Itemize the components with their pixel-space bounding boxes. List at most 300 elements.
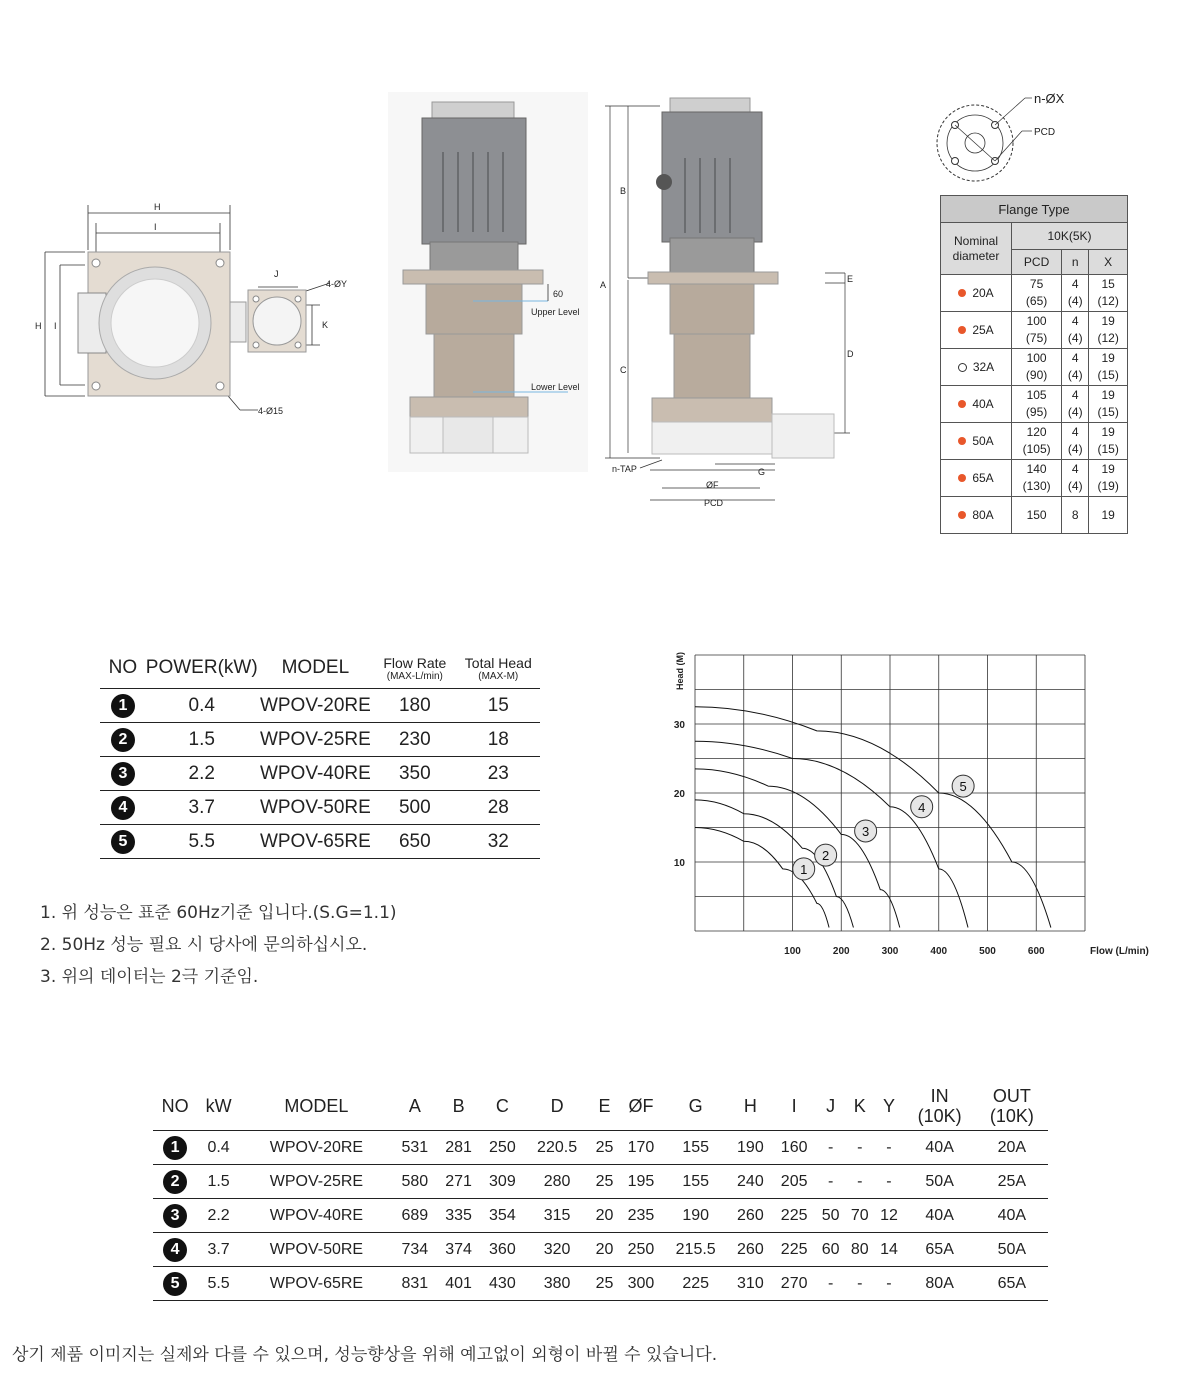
- dim-col-header: [845, 1082, 874, 1131]
- dim-cell: 215.5: [663, 1233, 729, 1267]
- dim-label-ntap: n-TAP: [612, 464, 637, 474]
- flange-row: [941, 423, 1128, 460]
- flange-x-value: 19: [1101, 462, 1115, 476]
- perf-model-cell: WPOV-40RE: [258, 757, 373, 791]
- dim-cell: 380: [524, 1267, 590, 1301]
- flange-x-value: 19: [1101, 425, 1115, 439]
- perf-col-no: NO: [100, 648, 146, 689]
- flange-label-nx: n-ØX: [1034, 91, 1065, 106]
- perf-head-cell: 23: [457, 757, 540, 791]
- flange-x-value: 19: [1101, 351, 1115, 365]
- dim-cell: -: [816, 1165, 845, 1199]
- number-badge: 5: [163, 1272, 187, 1296]
- perf-model-cell: WPOV-50RE: [258, 791, 373, 825]
- flange-pcd-cell: [1012, 312, 1062, 349]
- flange-pcd-value-5k: (75): [1025, 331, 1048, 345]
- flange-n-value-5k: (4): [1067, 331, 1083, 345]
- perf-power-cell: 5.5: [146, 825, 258, 859]
- dim-col-header-line: kW: [205, 1095, 232, 1116]
- perf-col-model: MODEL: [258, 648, 373, 689]
- flange-n-value-5k: (4): [1067, 479, 1083, 493]
- dim-label-h-vert: H: [35, 321, 42, 331]
- flange-x-value-5k: (19): [1097, 479, 1119, 493]
- side-view-drawing: [600, 98, 870, 518]
- flange-x-cell: [1089, 275, 1128, 312]
- dim-cell: -: [845, 1165, 874, 1199]
- front-view-drawing: [388, 92, 588, 472]
- flange-x-cell: [1089, 497, 1128, 534]
- dim-col-header-line: ØF: [628, 1095, 654, 1116]
- flange-n-value: 4: [1071, 388, 1079, 402]
- dim-label-i-vert: I: [54, 321, 57, 331]
- perf-power-cell: 0.4: [146, 689, 258, 723]
- perf-no-cell: [100, 723, 146, 757]
- dim-cell: 580: [393, 1165, 437, 1199]
- flange-pcd-value: 100: [1026, 351, 1047, 365]
- x-axis-label: Flow (L/min): [1090, 946, 1149, 957]
- dim-label-60: 60: [553, 289, 564, 299]
- dim-col-header-line: (10K): [989, 1106, 1034, 1126]
- dim-cell: 5.5: [197, 1267, 240, 1301]
- dim-cell: 195: [619, 1165, 663, 1199]
- flange-pcd-value: 150: [1026, 507, 1047, 522]
- dim-label-d: D: [847, 349, 854, 359]
- dim-cell: -: [874, 1267, 903, 1301]
- flange-row: [941, 275, 1128, 312]
- flange-x-value: 19: [1101, 507, 1115, 522]
- flange-size-label: 65A: [972, 470, 994, 485]
- filled-dot-icon: [958, 326, 966, 334]
- flange-pcd-cell: [1012, 460, 1062, 497]
- dim-col-header-line: OUT: [992, 1086, 1031, 1106]
- dim-cell: 160: [772, 1131, 816, 1165]
- dim-cell: 225: [772, 1199, 816, 1233]
- dim-cell: 309: [480, 1165, 524, 1199]
- flange-x-value-5k: (15): [1097, 368, 1119, 382]
- dim-cell: 734: [393, 1233, 437, 1267]
- flange-table-title: Flange Type: [941, 196, 1128, 223]
- flange-col-nominal: Nominal diameter: [941, 223, 1012, 275]
- perf-head-cell: 32: [457, 825, 540, 859]
- curve-label-2: 2: [822, 848, 830, 864]
- dim-col-header-line: K: [853, 1095, 866, 1116]
- number-badge: 2: [111, 728, 135, 752]
- dim-col-header: [619, 1082, 663, 1131]
- dim-cell: 310: [729, 1267, 773, 1301]
- flange-n-value: 4: [1071, 277, 1079, 291]
- note-item: 3. 위의 데이터는 2극 기준임.: [40, 967, 259, 987]
- dim-cell: 225: [772, 1233, 816, 1267]
- number-badge: 1: [111, 694, 135, 718]
- dim-cell: [153, 1199, 197, 1233]
- dim-row: [153, 1267, 1048, 1301]
- flange-row: [941, 312, 1128, 349]
- dim-label-k: K: [322, 320, 329, 330]
- perf-model-cell: WPOV-65RE: [258, 825, 373, 859]
- dim-cell: 354: [480, 1199, 524, 1233]
- dim-cell: [153, 1267, 197, 1301]
- dim-col-header-line: J: [826, 1095, 836, 1116]
- dim-col-header-line: NO: [161, 1095, 189, 1116]
- dim-label-pcd: PCD: [704, 498, 724, 508]
- flange-size-label: 20A: [972, 285, 994, 300]
- perf-no-cell: [100, 757, 146, 791]
- flange-size-cell: [941, 349, 1012, 386]
- dimensions-table: [153, 1082, 1048, 1301]
- notes-list: [40, 897, 397, 993]
- flange-size-label: 32A: [972, 359, 995, 374]
- x-tick-label: 100: [784, 946, 801, 957]
- dim-col-header: [976, 1082, 1048, 1131]
- flange-pcd-value-5k: (90): [1025, 368, 1048, 382]
- dim-col-header: [393, 1082, 437, 1131]
- dim-cell: 250: [619, 1233, 663, 1267]
- filled-dot-icon: [958, 289, 966, 297]
- flange-n-cell: [1062, 349, 1089, 386]
- dim-cell: 190: [729, 1131, 773, 1165]
- lower-level-label: Lower Level: [531, 382, 580, 392]
- performance-table: [100, 648, 540, 859]
- dim-cell: WPOV-65RE: [240, 1267, 393, 1301]
- dim-cell: WPOV-40RE: [240, 1199, 393, 1233]
- disclaimer-text: 상기 제품 이미지는 실제와 다를 수 있으며, 성능향상을 위해 예고없이 외형이 바뀔 수 있습니다.: [12, 1345, 718, 1365]
- perf-flow-cell: 230: [373, 723, 456, 757]
- dim-row: [153, 1131, 1048, 1165]
- curve-series-5: [695, 707, 1051, 928]
- flange-size-label: 50A: [972, 433, 994, 448]
- perf-row: [100, 791, 540, 825]
- dim-col-header-line: Y: [882, 1095, 895, 1116]
- dim-cell: -: [845, 1267, 874, 1301]
- dim-cell: -: [816, 1267, 845, 1301]
- upper-level-label: Upper Level: [531, 307, 580, 317]
- flange-size-cell: [941, 423, 1012, 460]
- y-tick-label: 30: [673, 720, 685, 731]
- flange-pcd-value: 105: [1026, 388, 1047, 402]
- dim-cell: [153, 1233, 197, 1267]
- dim-cell: 14: [874, 1233, 903, 1267]
- y-tick-label: 20: [673, 789, 685, 800]
- flange-pcd-value: 100: [1026, 314, 1047, 328]
- flange-pcd-value: 140: [1026, 462, 1047, 476]
- perf-col-head: Total Head (MAX-M): [457, 648, 540, 689]
- dim-cell: 65A: [904, 1233, 976, 1267]
- flange-size-cell: [941, 275, 1012, 312]
- dim-label-h: H: [154, 202, 161, 212]
- flange-pcd-value-5k: (95): [1025, 405, 1048, 419]
- dim-cell: 260: [729, 1233, 773, 1267]
- dim-row: [153, 1165, 1048, 1199]
- perf-row: [100, 689, 540, 723]
- dim-cell: 20: [590, 1233, 619, 1267]
- dim-cell: 65A: [976, 1267, 1048, 1301]
- flange-n-value: 8: [1071, 507, 1079, 522]
- dim-col-header-line: MODEL: [284, 1095, 349, 1116]
- perf-flow-cell: 650: [373, 825, 456, 859]
- dim-cell: 25: [590, 1165, 619, 1199]
- curve-label-1: 1: [800, 861, 808, 877]
- flange-x-cell: [1089, 423, 1128, 460]
- dim-cell: 360: [480, 1233, 524, 1267]
- dim-col-header-line: IN: [930, 1086, 949, 1106]
- flange-x-value: 19: [1101, 388, 1115, 402]
- dim-cell: 374: [437, 1233, 481, 1267]
- dim-cell: [153, 1165, 197, 1199]
- number-badge: 3: [163, 1204, 187, 1228]
- dim-label-of: ØF: [706, 480, 719, 490]
- number-badge: 1: [163, 1136, 187, 1160]
- dim-col-header-line: H: [743, 1095, 757, 1116]
- flange-col-n: n: [1062, 250, 1089, 275]
- dim-cell: 401: [437, 1267, 481, 1301]
- flange-x-value-5k: (12): [1097, 331, 1119, 345]
- y-axis-label: Head (M): [675, 652, 685, 690]
- dim-col-header: [729, 1082, 773, 1131]
- top-view-drawing: [30, 195, 370, 435]
- dim-col-header: [874, 1082, 903, 1131]
- flange-size-cell: [941, 312, 1012, 349]
- x-tick-label: 300: [881, 946, 899, 957]
- dim-cell: 25A: [976, 1165, 1048, 1199]
- dim-col-header: [480, 1082, 524, 1131]
- dim-cell: 40A: [976, 1199, 1048, 1233]
- perf-head-cell: 18: [457, 723, 540, 757]
- flange-n-cell: [1062, 460, 1089, 497]
- dim-label-a: A: [600, 280, 607, 290]
- dim-col-header: [524, 1082, 590, 1131]
- perf-row: [100, 757, 540, 791]
- flange-n-value-5k: (4): [1067, 442, 1083, 456]
- flange-pcd-cell: [1012, 423, 1062, 460]
- dim-cell: 50A: [976, 1233, 1048, 1267]
- curve-label-5: 5: [959, 779, 967, 795]
- perf-no-cell: [100, 825, 146, 859]
- perf-col-power: POWER(kW): [146, 648, 258, 689]
- perf-flow-cell: 500: [373, 791, 456, 825]
- dim-cell: 3.7: [197, 1233, 240, 1267]
- dim-cell: 205: [772, 1165, 816, 1199]
- flange-pcd-cell: [1012, 349, 1062, 386]
- dim-cell: 320: [524, 1233, 590, 1267]
- dim-row: [153, 1199, 1048, 1233]
- dim-cell: 430: [480, 1267, 524, 1301]
- dim-cell: WPOV-50RE: [240, 1233, 393, 1267]
- dim-cell: 40A: [904, 1199, 976, 1233]
- flange-n-value: 4: [1071, 462, 1079, 476]
- flange-col-group: 10K(5K): [1012, 223, 1128, 250]
- y-tick-label: 10: [673, 858, 685, 869]
- dim-cell: 235: [619, 1199, 663, 1233]
- dim-cell: WPOV-25RE: [240, 1165, 393, 1199]
- dim-cell: -: [816, 1131, 845, 1165]
- dim-cell: 12: [874, 1199, 903, 1233]
- x-tick-label: 400: [930, 946, 948, 957]
- flange-n-cell: [1062, 312, 1089, 349]
- dim-cell: 20A: [976, 1131, 1048, 1165]
- note-item: 2. 50Hz 성능 필요 시 당사에 문의하십시오.: [40, 935, 368, 955]
- perf-head-cell: 15: [457, 689, 540, 723]
- dim-cell: 170: [619, 1131, 663, 1165]
- dim-cell: -: [845, 1131, 874, 1165]
- perf-row: [100, 723, 540, 757]
- dim-label-b: B: [620, 186, 627, 196]
- flange-pcd-value: 120: [1026, 425, 1047, 439]
- number-badge: 3: [111, 762, 135, 786]
- perf-no-cell: [100, 689, 146, 723]
- flange-pcd-value-5k: (65): [1025, 294, 1048, 308]
- dim-col-header-line: D: [550, 1095, 564, 1116]
- dim-col-header: [153, 1082, 197, 1131]
- note-item: 1. 위 성능은 표준 60Hz기준 입니다.(S.G=1.1): [40, 903, 397, 923]
- dim-cell: WPOV-20RE: [240, 1131, 393, 1165]
- number-badge: 4: [163, 1238, 187, 1262]
- filled-dot-icon: [958, 511, 966, 519]
- flange-size-label: 80A: [972, 507, 994, 522]
- perf-power-cell: 2.2: [146, 757, 258, 791]
- filled-dot-icon: [958, 474, 966, 482]
- flange-row: [941, 386, 1128, 423]
- dim-cell: 50A: [904, 1165, 976, 1199]
- flange-n-value-5k: (4): [1067, 368, 1083, 382]
- dim-label-y: 4-ØY: [326, 279, 348, 289]
- flange-col-pcd: PCD: [1012, 250, 1062, 275]
- flange-size-cell: [941, 386, 1012, 423]
- filled-dot-icon: [958, 437, 966, 445]
- perf-flow-cell: 350: [373, 757, 456, 791]
- dim-col-header-line: (10K): [917, 1106, 962, 1126]
- dim-label-j: J: [274, 269, 279, 279]
- dim-label-c: C: [620, 365, 627, 375]
- flange-pcd-cell: [1012, 275, 1062, 312]
- flange-size-cell: [941, 460, 1012, 497]
- dim-cell: 70: [845, 1199, 874, 1233]
- dim-col-header: [816, 1082, 845, 1131]
- dim-cell: 220.5: [524, 1131, 590, 1165]
- dim-cell: 155: [663, 1165, 729, 1199]
- perf-model-cell: WPOV-25RE: [258, 723, 373, 757]
- x-tick-label: 500: [979, 946, 996, 957]
- flange-row: [941, 460, 1128, 497]
- dim-col-header-line: C: [495, 1095, 509, 1116]
- dim-cell: 260: [729, 1199, 773, 1233]
- dim-cell: 270: [772, 1267, 816, 1301]
- flange-type-table: [940, 195, 1128, 534]
- flange-n-cell: [1062, 386, 1089, 423]
- dim-label-i: I: [154, 222, 157, 232]
- flange-n-cell: [1062, 423, 1089, 460]
- dim-cell: 0.4: [197, 1131, 240, 1165]
- number-badge: 2: [163, 1170, 187, 1194]
- perf-power-cell: 3.7: [146, 791, 258, 825]
- perf-col-flow: Flow Rate (MAX-L/min): [373, 648, 456, 689]
- flange-x-value-5k: (15): [1097, 405, 1119, 419]
- flange-n-value: 4: [1071, 314, 1079, 328]
- dim-col-header-line: A: [408, 1095, 421, 1116]
- number-badge: 5: [111, 830, 135, 854]
- dim-cell: 240: [729, 1165, 773, 1199]
- curve-series-4: [695, 741, 968, 927]
- dim-cell: 281: [437, 1131, 481, 1165]
- x-tick-label: 600: [1027, 946, 1045, 957]
- dim-cell: 531: [393, 1131, 437, 1165]
- flange-pcd-cell: [1012, 497, 1062, 534]
- dim-cell: -: [874, 1165, 903, 1199]
- dim-col-header: [772, 1082, 816, 1131]
- flange-pcd-cell: [1012, 386, 1062, 423]
- curve-label-4: 4: [918, 799, 926, 815]
- dim-cell: 60: [816, 1233, 845, 1267]
- curve-label-3: 3: [862, 823, 870, 839]
- flange-x-value: 15: [1101, 277, 1115, 291]
- dim-col-header-line: B: [452, 1095, 465, 1116]
- flange-x-value-5k: (12): [1097, 294, 1119, 308]
- number-badge: 4: [111, 796, 135, 820]
- dim-cell: 280: [524, 1165, 590, 1199]
- flange-size-label: 40A: [972, 396, 994, 411]
- flange-x-cell: [1089, 349, 1128, 386]
- dim-cell: 2.2: [197, 1199, 240, 1233]
- dim-cell: [153, 1131, 197, 1165]
- flange-x-value-5k: (15): [1097, 442, 1119, 456]
- dim-cell: 25: [590, 1131, 619, 1165]
- dim-label-e: E: [847, 274, 854, 284]
- flange-n-cell: [1062, 497, 1089, 534]
- dim-label-g: G: [758, 467, 766, 477]
- flange-size-cell: [941, 497, 1012, 534]
- dim-cell: 271: [437, 1165, 481, 1199]
- dim-cell: 40A: [904, 1131, 976, 1165]
- flange-diagram: [930, 88, 1090, 188]
- dim-cell: 80: [845, 1233, 874, 1267]
- flange-pcd-value: 75: [1029, 277, 1044, 291]
- dim-col-header: [240, 1082, 393, 1131]
- dim-cell: -: [874, 1131, 903, 1165]
- performance-curve-chart: [670, 648, 1149, 968]
- dim-col-header-line: I: [791, 1095, 797, 1116]
- perf-no-cell: [100, 791, 146, 825]
- dim-cell: 831: [393, 1267, 437, 1301]
- flange-n-cell: [1062, 275, 1089, 312]
- dim-cell: 315: [524, 1199, 590, 1233]
- dim-cell: 300: [619, 1267, 663, 1301]
- x-tick-label: 200: [832, 946, 850, 957]
- perf-model-cell: WPOV-20RE: [258, 689, 373, 723]
- dim-col-header: [437, 1082, 481, 1131]
- flange-n-value-5k: (4): [1067, 294, 1083, 308]
- dim-row: [153, 1233, 1048, 1267]
- filled-dot-icon: [958, 400, 966, 408]
- dim-cell: 225: [663, 1267, 729, 1301]
- dim-cell: 80A: [904, 1267, 976, 1301]
- dim-cell: 250: [480, 1131, 524, 1165]
- flange-pcd-value-5k: (105): [1022, 442, 1051, 456]
- flange-x-cell: [1089, 386, 1128, 423]
- flange-label-pcd: PCD: [1034, 127, 1056, 138]
- perf-head-cell: 28: [457, 791, 540, 825]
- flange-row: [941, 497, 1128, 534]
- perf-power-cell: 1.5: [146, 723, 258, 757]
- dim-cell: 50: [816, 1199, 845, 1233]
- flange-n-value-5k: (4): [1067, 405, 1083, 419]
- flange-size-label: 25A: [972, 322, 994, 337]
- dim-cell: 689: [393, 1199, 437, 1233]
- dim-col-header-line: G: [688, 1095, 703, 1116]
- dim-cell: 335: [437, 1199, 481, 1233]
- dim-cell: 1.5: [197, 1165, 240, 1199]
- flange-x-value: 19: [1101, 314, 1115, 328]
- dim-col-header: [197, 1082, 240, 1131]
- flange-x-cell: [1089, 312, 1128, 349]
